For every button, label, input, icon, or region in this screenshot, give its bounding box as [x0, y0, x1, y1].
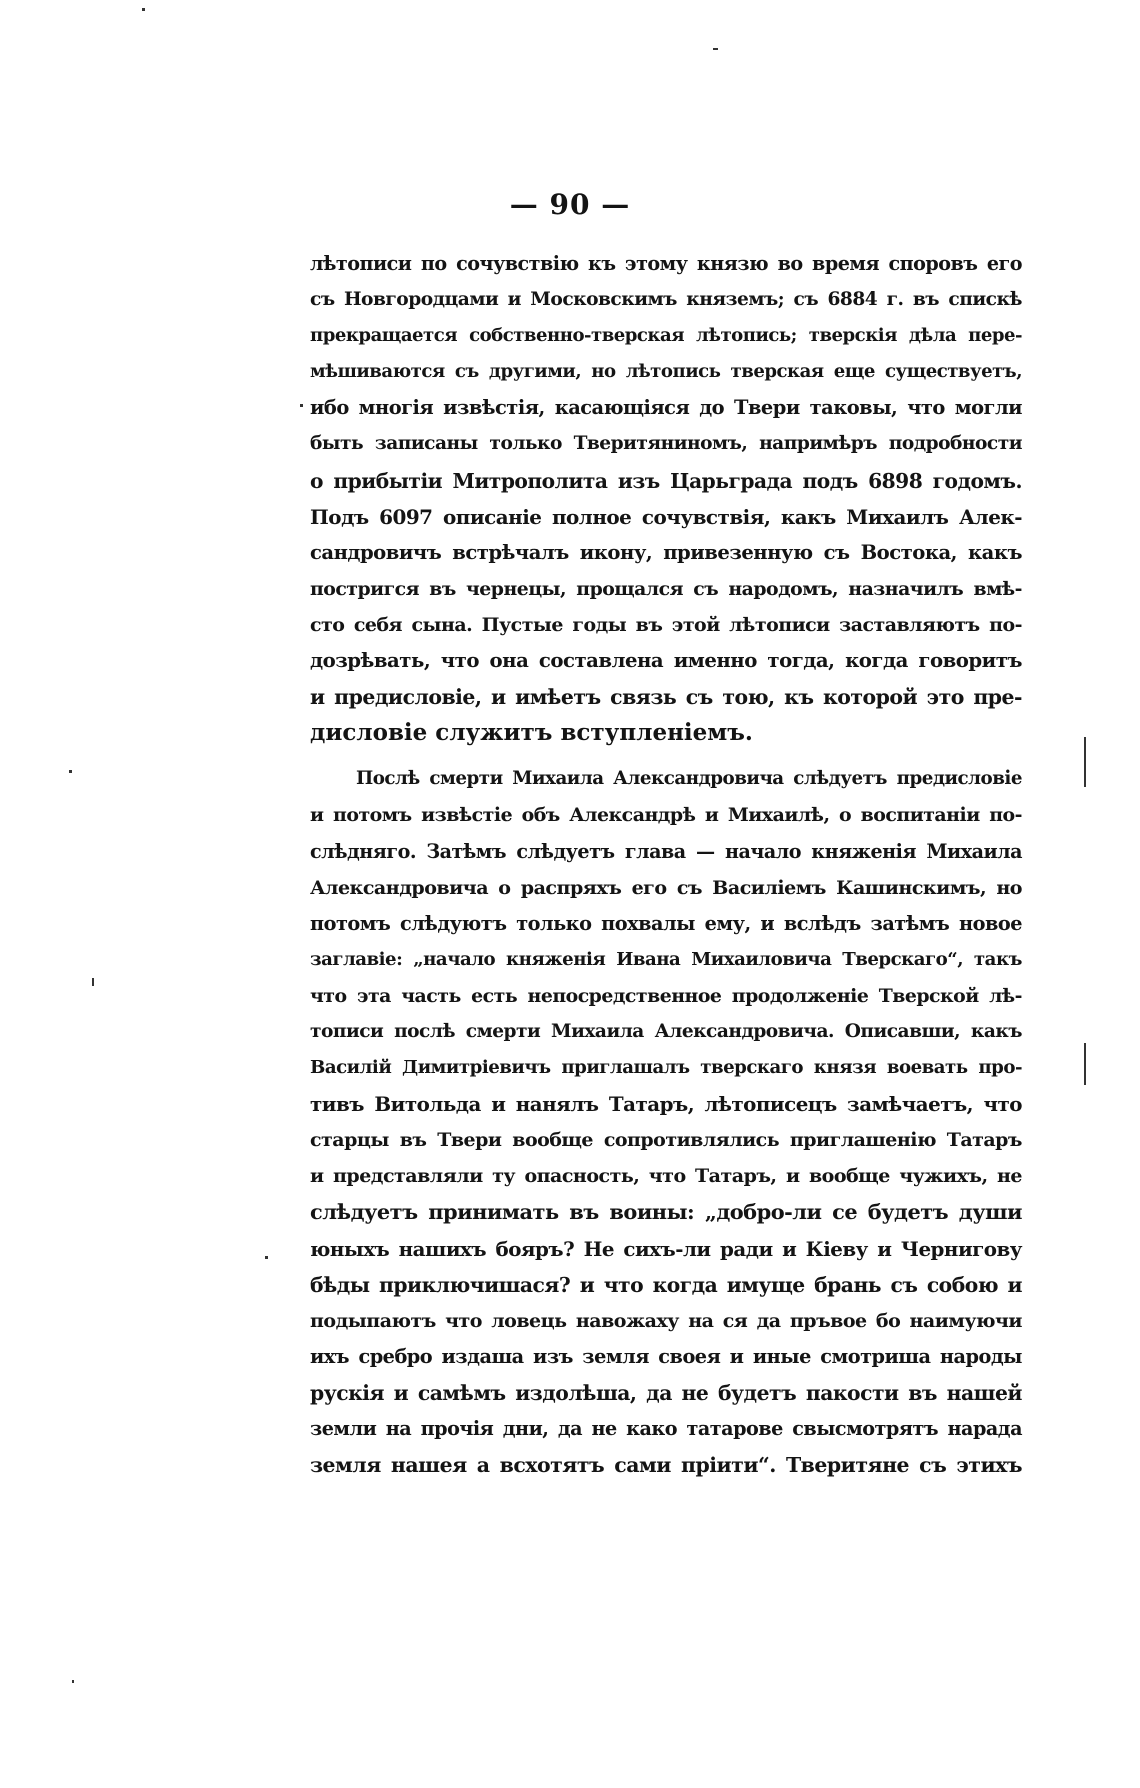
text-line: Подъ 6097 описаніе полное сочувствія, какъ Михаилъ Алек- — [310, 504, 1022, 529]
text-line: сандровичъ встрѣчалъ икону, привезенную съ Востока, какъ — [310, 540, 1022, 564]
text-line: тописи послѣ смерти Михаила Александровича. Описавши, какъ — [310, 1020, 1022, 1042]
scan-speck — [1084, 1043, 1086, 1085]
text-line: рускія и самѣмъ издолѣша, да не будетъ пакости въ нашей — [310, 1380, 1022, 1405]
text-line: прекращается собственно-тверская лѣтопись; тверскія дѣла пере- — [310, 325, 1022, 347]
scan-speck — [92, 978, 94, 986]
body-text — [310, 246, 1022, 1483]
text-line: юныхъ нашихъ бояръ? Не сихъ-ли ради и Кіеву и Чернигову — [310, 1236, 1022, 1261]
text-line: ибо многія извѣстія, касающіяся до Твери таковы, что могли — [310, 396, 1022, 420]
text-line: и потомъ извѣстіе объ Александрѣ и Михаилѣ, о воспитаніи по- — [310, 804, 1022, 827]
text-line: слѣдняго. Затѣмъ слѣдуетъ глава — начало княженія Михаила — [310, 839, 1022, 863]
text-line: тивъ Витольда и нанялъ Татаръ, лѣтописецъ замѣчаетъ, что — [310, 1092, 1022, 1117]
text-line: и предисловіе, и имѣетъ связь съ тою, къ которой это пре- — [310, 685, 1022, 710]
text-line: быть записаны только Тверитяниномъ, напримѣръ подробности — [310, 433, 1022, 455]
scan-speck — [713, 48, 718, 50]
text-line: лѣтописи по сочувствію къ этому князю во время споровъ его — [310, 252, 1022, 275]
text-line: Александровича о распряхъ его съ Василіемъ Кашинскимъ, но — [310, 876, 1022, 899]
text-line: Послѣ смерти Михаила Александровича слѣдуетъ предисловіе — [356, 768, 1022, 790]
text-line: что эта часть есть непосредственное продолженіе Тверской лѣ- — [310, 984, 1022, 1007]
page-number: — 90 — — [509, 188, 631, 221]
scan-speck — [72, 1680, 74, 1683]
text-line: съ Новгородцами и Московскимъ княземъ; съ 6884 г. въ спискѣ — [310, 289, 1022, 311]
text-line: потомъ слѣдуютъ только похвалы ему, и вслѣдъ затѣмъ новое — [310, 911, 1022, 935]
text-line: Василій Димитріевичъ приглашалъ тверскаго князя воевать про- — [310, 1057, 1022, 1079]
text-line: сто себя сына. Пустые годы въ этой лѣтописи заставляютъ по- — [310, 613, 1022, 636]
text-line: мѣшиваются съ другими, но лѣтопись тверская еще существуетъ, — [310, 361, 1022, 383]
text-line: подыпаютъ что ловець навожаху на ся да пръвое бо наимуючи — [310, 1309, 1022, 1332]
scan-speck — [69, 770, 72, 773]
scan-speck — [142, 8, 145, 11]
text-line: дозрѣвать, что она составлена именно тогда, когда говоритъ — [310, 649, 1022, 673]
text-line: слѣдуетъ принимать въ воины: „добро-ли се будетъ души — [310, 1199, 1022, 1225]
text-line: земля нашея а всхотятъ сами пріити“. Тверитяне съ этихъ — [310, 1453, 1022, 1478]
paragraph-2 — [310, 761, 1022, 1483]
scan-speck — [265, 1256, 268, 1259]
text-line: заглавіе: „начало княженія Ивана Михаиловича Тверскаго“, такъ — [310, 948, 1022, 970]
text-line: старцы въ Твери вообще сопротивлялись приглашенію Татаръ — [310, 1129, 1022, 1152]
paragraph-1 — [310, 246, 1022, 751]
text-line: бѣды приключишася? и что когда имуще брань съ собою и — [310, 1272, 1022, 1297]
text-line: земли на прочія дни, да не како татарове свысмотрятъ нарада — [310, 1417, 1022, 1440]
scan-speck — [300, 404, 303, 407]
text-line: дисловіе служитъ вступленіемъ. — [310, 719, 753, 747]
text-line: и представляли ту опасность, что Татаръ, и вообще чужихъ, не — [310, 1165, 1022, 1188]
scan-speck — [1084, 737, 1086, 787]
text-line: ихъ сребро издаша изъ земля своея и иные смотриша народы — [310, 1344, 1022, 1368]
text-line: постригся въ чернецы, прощался съ народомъ, назначилъ вмѣ- — [310, 577, 1022, 600]
text-line: о прибытіи Митрополита изъ Царьграда подъ 6898 годомъ. — [310, 468, 1022, 493]
